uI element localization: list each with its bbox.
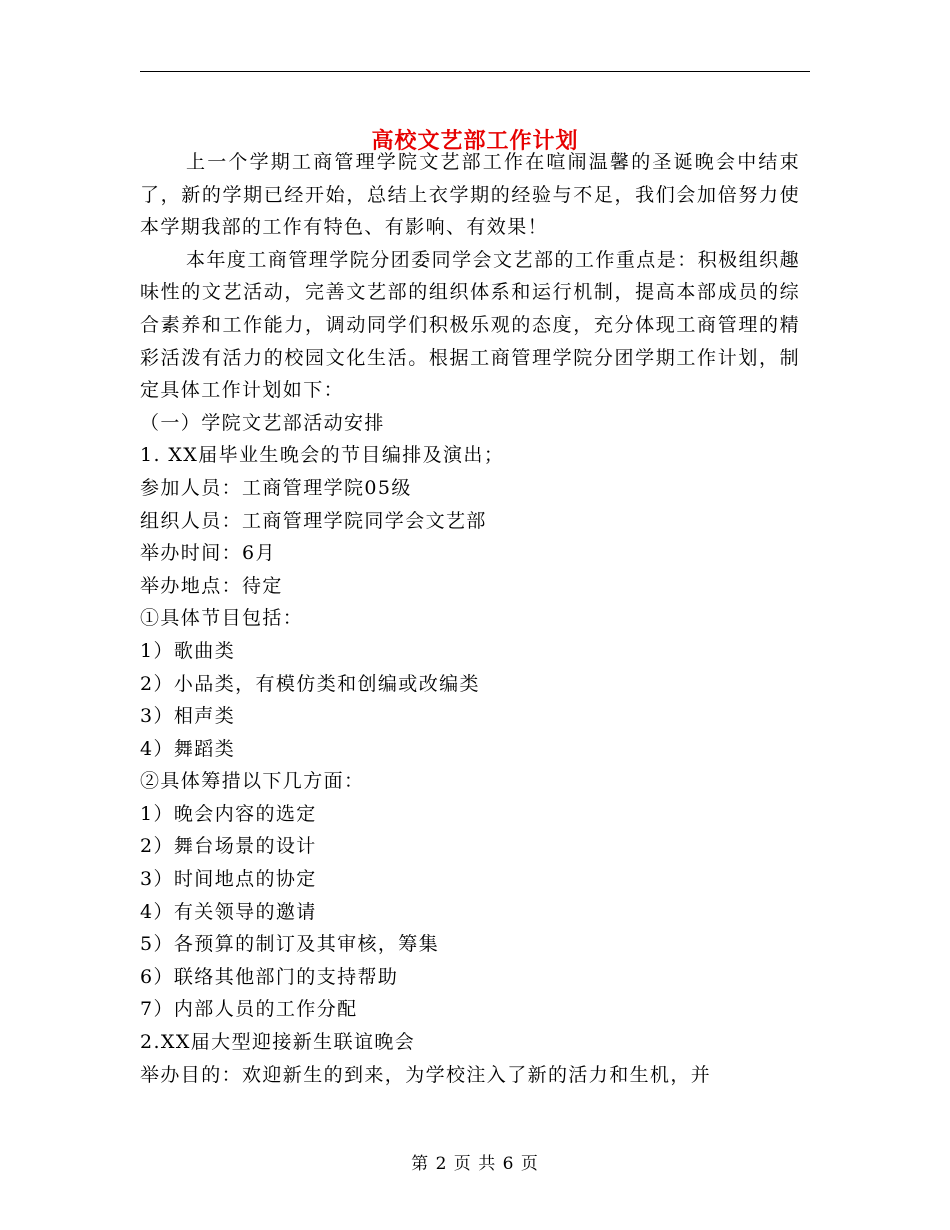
list-item: 举办目的：欢迎新生的到来，为学校注入了新的活力和生机，并 bbox=[140, 1063, 712, 1086]
document-title: 高校文艺部工作计划 bbox=[371, 127, 579, 154]
list-item: 1）晚会内容的选定 bbox=[140, 802, 317, 825]
list-item: 举办地点：待定 bbox=[140, 574, 283, 597]
list-item: 7）内部人员的工作分配 bbox=[140, 998, 358, 1021]
list-item: 3）相声类 bbox=[140, 705, 236, 728]
list-item: 2）舞台场景的设计 bbox=[140, 835, 317, 858]
list-item: 1. XX届毕业生晚会的节目编排及演出； bbox=[140, 444, 505, 467]
list-item: 4）舞蹈类 bbox=[140, 737, 236, 760]
list-item: 1）歌曲类 bbox=[140, 639, 236, 662]
list-item: 5）各预算的制订及其审核，筹集 bbox=[140, 933, 440, 956]
paragraph-intro: 上一个学期工商管理学院文艺部工作在喧闹温馨的圣诞晚会中结束了，新的学期已经开始，总结上衣学期的经验与不足，我们会加倍努力使本学期我部的工作有特色、有影响、有效果！ bbox=[140, 151, 800, 239]
document-body bbox=[140, 146, 800, 1091]
paragraph-focus: 本年度工商管理学院分团委同学会文艺部的工作重点是：积极组织趣味性的文艺活动，完善文艺部的组织体系和运行机制，提高本部成员的综合素养和工作能力，调动同学们积极乐观的态度，充分体现工商管理的精彩活泼有活力的校园文化生活。根据工商管理学院分团学期工作计划，制定具体工作计划如下： bbox=[140, 248, 800, 402]
header-rule bbox=[140, 71, 810, 72]
section-heading: （一）学院文艺部活动安排 bbox=[140, 411, 385, 434]
list-item: 2）小品类，有模仿类和创编或改编类 bbox=[140, 672, 480, 695]
list-item: ②具体筹措以下几方面： bbox=[140, 770, 365, 793]
list-item: 参加人员：工商管理学院05级 bbox=[140, 476, 412, 499]
list-item: 组织人员：工商管理学院同学会文艺部 bbox=[140, 509, 487, 532]
list-item: 6）联络其他部门的支持帮助 bbox=[140, 965, 399, 988]
list-item: ①具体节目包括： bbox=[140, 607, 304, 630]
page-number: 第 2 页 共 6 页 bbox=[411, 1154, 539, 1174]
list-item: 4）有关领导的邀请 bbox=[140, 900, 317, 923]
list-item: 举办时间：6月 bbox=[140, 542, 276, 565]
list-item: 3）时间地点的协定 bbox=[140, 868, 317, 891]
list-item: 2.XX届大型迎接新生联谊晚会 bbox=[140, 1031, 416, 1054]
